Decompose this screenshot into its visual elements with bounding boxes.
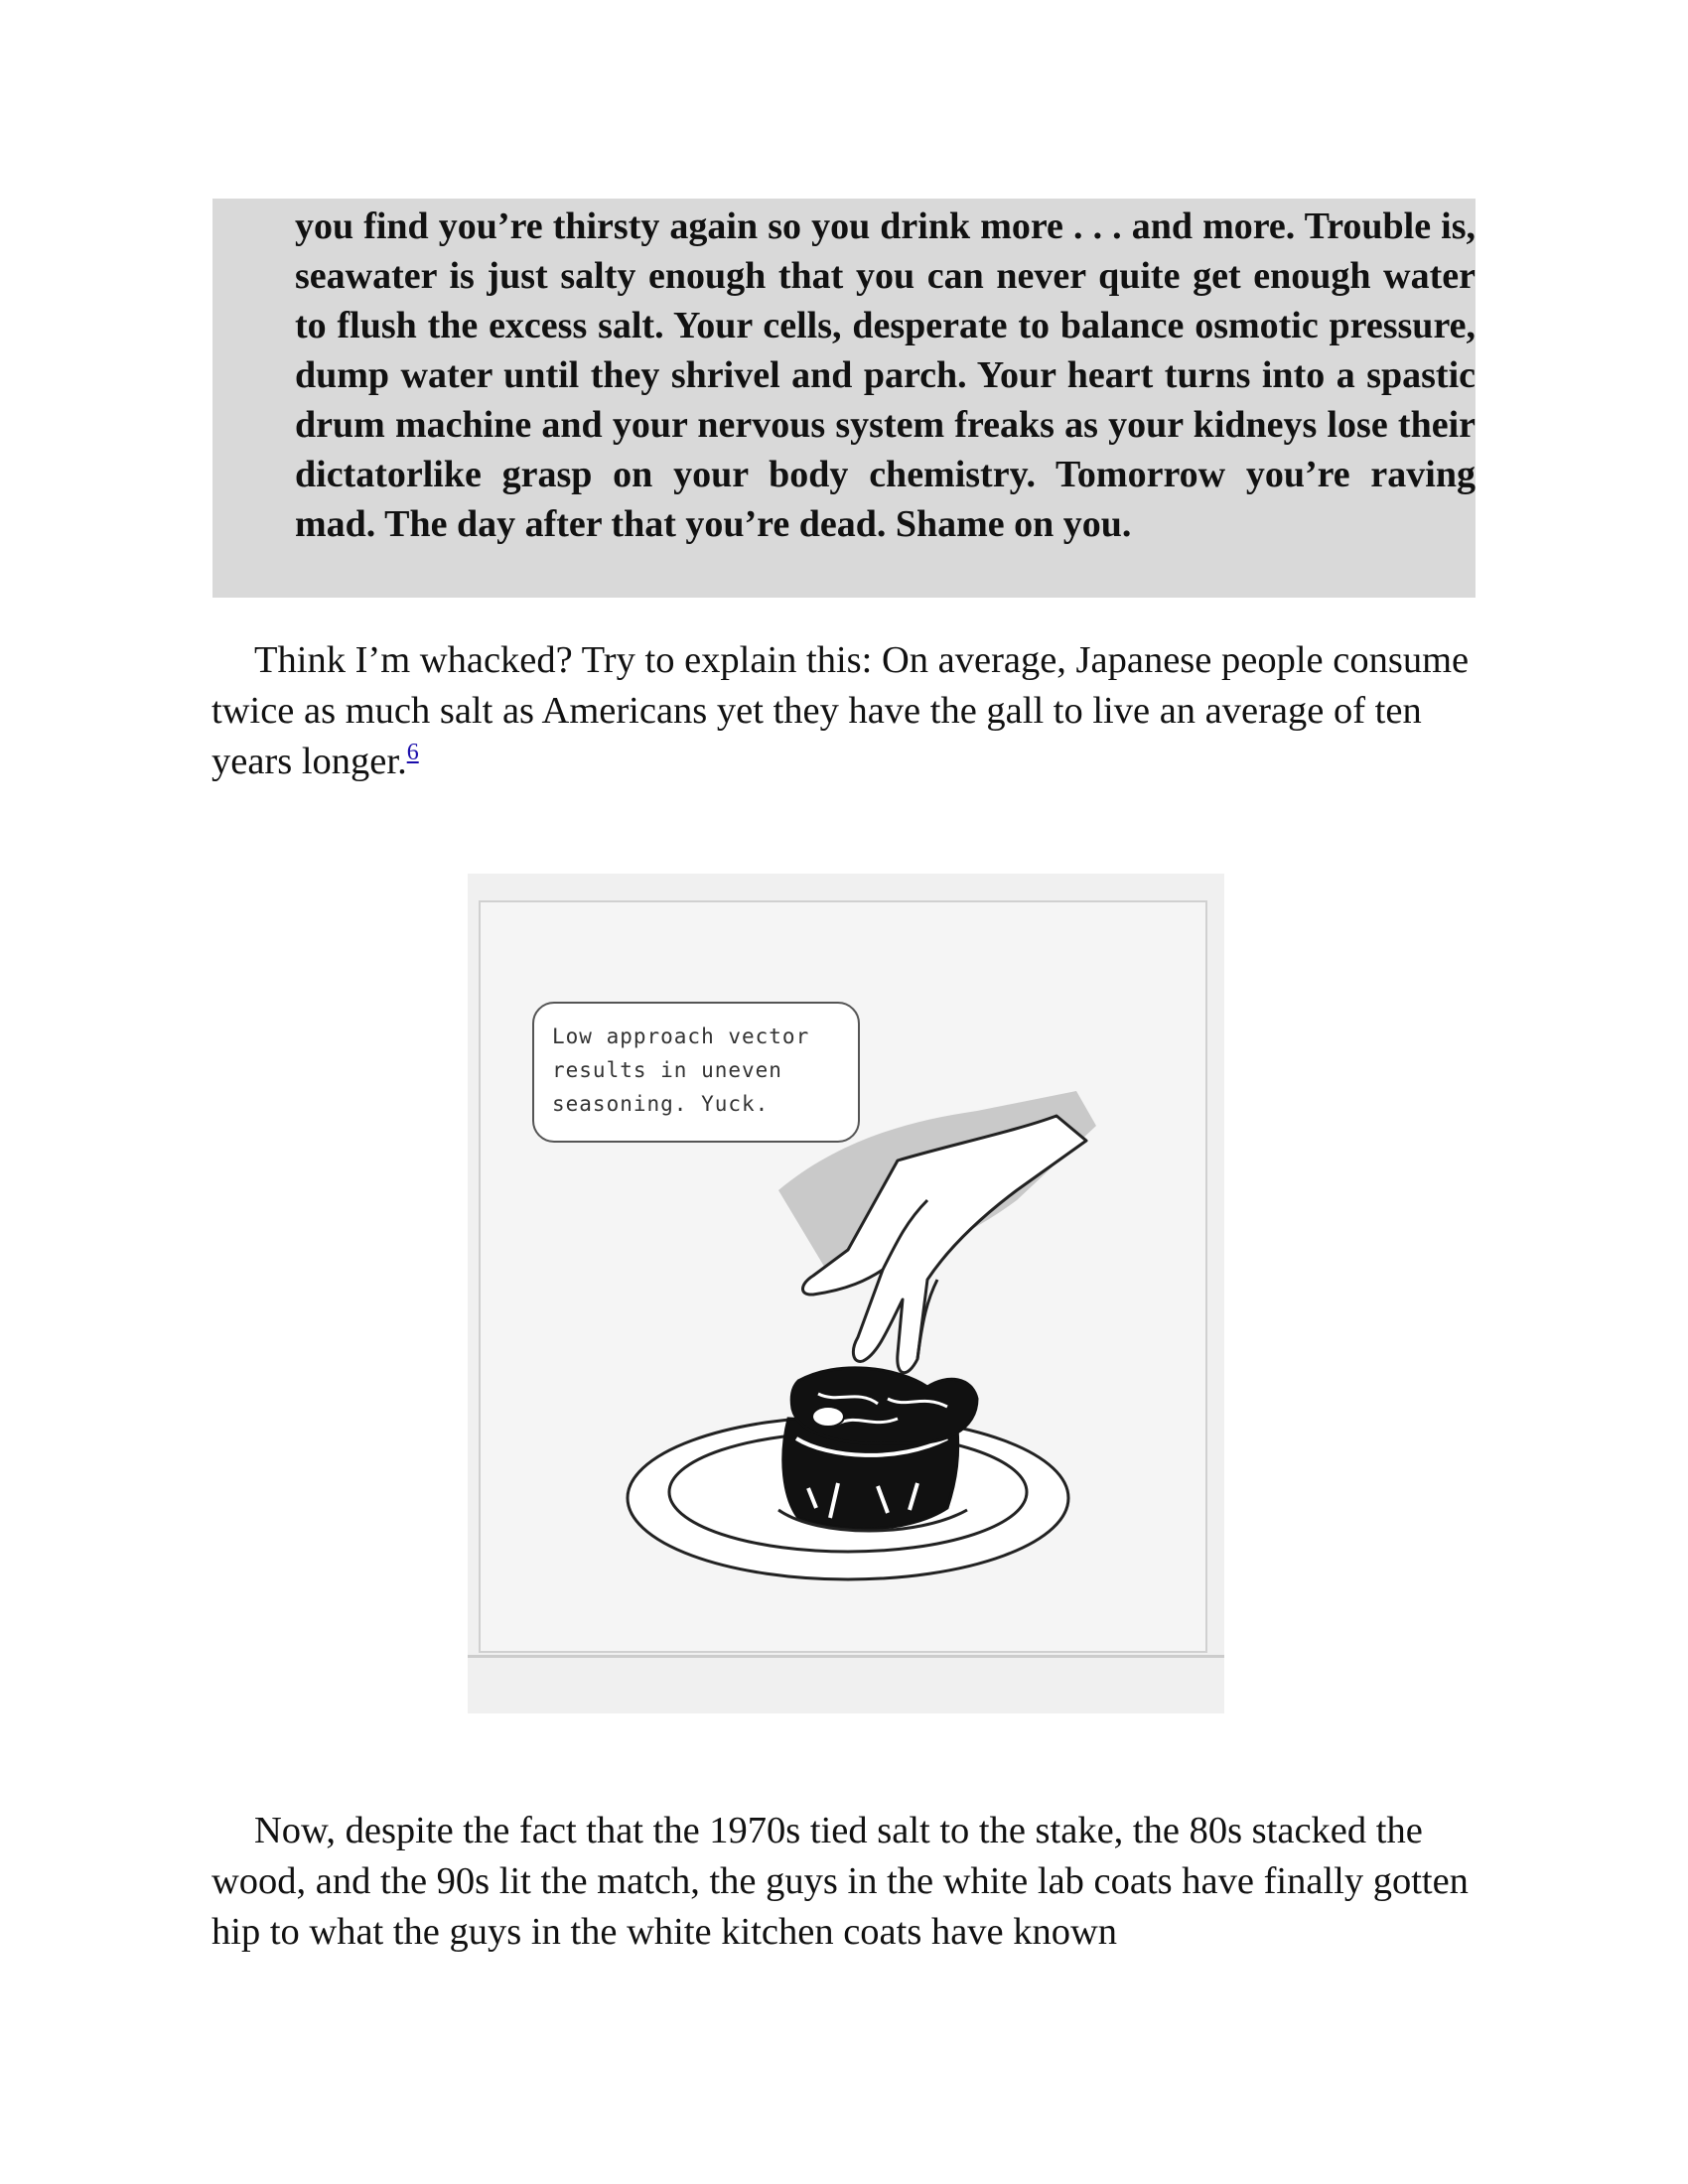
figure-illustration (468, 874, 1224, 1713)
footnote-link[interactable]: 6 (406, 740, 419, 766)
salting-illustration (481, 902, 1209, 1655)
steak-icon (783, 1368, 977, 1529)
sidebar-box (212, 199, 1476, 598)
figure-panel (479, 900, 1207, 1653)
body-paragraph-1 (211, 635, 1477, 787)
caption-bubble: Low approach vector results in uneven seasoning. Yuck. (532, 1002, 860, 1143)
figure-bottom-rule (468, 1655, 1224, 1658)
sidebar-text: you find you’re thirsty again so you drink more . . . and more. Trouble is, seawater is just salty enough that you can never quite get enough water to flush the excess salt. Your cells, desperate to balance osmotic pressure, dump water until they shrivel and parch. Your heart turns into a spastic drum machine and your nervous system freaks as your kidneys lose their dictatorlike grasp on your body chemistry. Tomorrow you’re raving mad. The day after that you’re dead. Shame on you. (295, 205, 1476, 545)
body-paragraph-2: Now, despite the fact that the 1970s tied salt to the stake, the 80s stacked the wood, and the 90s lit the match, the guys in the white lab coats have finally gotten hip to what the guys in the white kitchen coats have known (211, 1810, 1469, 1953)
paragraph-1-text: Think I’m whacked? Try to explain this: On average, Japanese people consume twice as much salt as Americans yet they have the gall to live an average of ten years longer. (211, 639, 1470, 782)
